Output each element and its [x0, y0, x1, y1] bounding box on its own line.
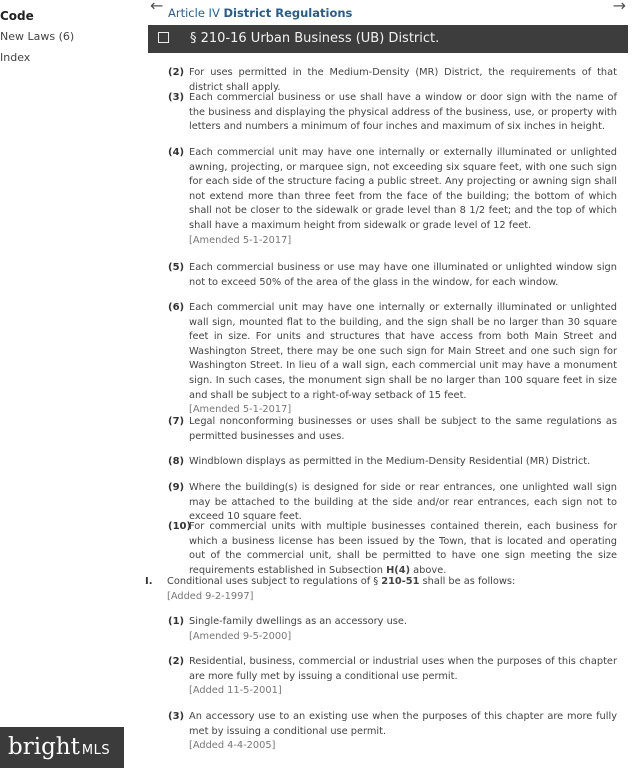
- item-text: Single-family dwellings as an accessory use.: [189, 616, 408, 627]
- list-item: [189, 146, 617, 248]
- breadcrumb-path[interactable]: [277, 0, 496, 1]
- breadcrumb-bar: [148, 0, 630, 24]
- list-item: [189, 261, 617, 290]
- list-item: [189, 91, 617, 135]
- arrow-left-icon[interactable]: ←: [150, 0, 164, 15]
- list-item: [189, 301, 617, 418]
- arrow-right-icon[interactable]: →: [612, 0, 626, 15]
- section-link[interactable]: 210-51: [381, 576, 420, 587]
- item-number: (8): [168, 456, 185, 467]
- subsection-text: Conditional uses subject to regulations of §: [167, 576, 382, 587]
- section-checkbox[interactable]: [158, 32, 169, 43]
- item-text: For commercial units with multiple businesses contained therein, each business for which a business license has been issued by the Town, that is located and operating out of the commercial unit, shall be permitted to have one sign meeting the size requirements established in Subsection: [189, 521, 617, 576]
- list-item: [189, 415, 617, 444]
- item-text: For uses permitted in the Medium-Density (MR) District, the requirements of that district shall apply.: [189, 67, 617, 93]
- item-number: (3): [168, 92, 185, 103]
- list-item: [189, 710, 617, 754]
- watermark-suffix: MLS: [81, 743, 111, 758]
- item-number: (10): [168, 521, 192, 532]
- item-number: (5): [168, 262, 185, 273]
- item-text: Each commercial unit may have one internally or externally illuminated or unlighted awning, projecting, or marquee sign, not exceeding six square feet, with one such sign for each side of the structure facing a public street. Any projecting or awning sign shall not extend more than three feet from the face of the building; the bottom of which shall not be closer to the sidewalk or grade level than 8 1/2 feet; and the top of which shall have a maximum height from sidewalk or grade level of 12 feet.: [189, 147, 617, 231]
- item-number: (3): [168, 711, 185, 722]
- bright-mls-watermark: [0, 727, 124, 768]
- amendment-note[interactable]: [Added 11-5-2001]: [189, 685, 282, 697]
- subsection-text-tail: shall be as follows:: [419, 576, 516, 587]
- amendment-note[interactable]: [Amended 5-1-2017]: [189, 404, 292, 416]
- sidebar-title[interactable]: Code: [0, 9, 34, 23]
- item-text: Where the building(s) is designed for side or rear entrances, one unlighted wall sign may be attached to the building at the side and/or rear entrances, each sign not to exceed 10 square feet.: [189, 482, 617, 523]
- item-text: Each commercial business or use shall have a window or door sign with the name of the business and displaying the physical address of the business, use, or property with letters and numbers a minimum of four inches and maximum of six inches in height.: [189, 92, 617, 133]
- sidebar-item-index[interactable]: Index: [0, 51, 31, 64]
- item-text: Each commercial business or use may have one illuminated or unlighted window sign not to exceed 50% of the area of the glass in the window, for each window.: [189, 262, 617, 288]
- section-letter: I.: [145, 576, 153, 587]
- item-text: An accessory use to an existing use when the purposes of this chapter are more fully met by issuing a conditional use permit.: [189, 711, 617, 737]
- amendment-note[interactable]: [Amended 9-5-2000]: [189, 630, 292, 642]
- amendment-note[interactable]: [Added 4-4-2005]: [189, 740, 276, 752]
- item-number: (2): [168, 656, 185, 667]
- article-prefix: Article IV: [168, 6, 220, 20]
- item-number: (7): [168, 416, 185, 427]
- amendment-note[interactable]: [Amended 5-1-2017]: [189, 234, 292, 246]
- breadcrumb-town[interactable]: [168, 0, 277, 1]
- list-item: [189, 455, 617, 470]
- sidebar: [0, 0, 148, 768]
- item-text-tail: above.: [410, 564, 447, 576]
- item-text: Legal nonconforming businesses or uses shall be subject to the same regulations as permitted businesses and uses.: [189, 416, 617, 442]
- list-item: [189, 520, 617, 578]
- item-number: (6): [168, 302, 185, 313]
- item-text: Residential, business, commercial or industrial uses when the purposes of this chapter are more fully met by issuing a conditional use permit.: [189, 656, 617, 682]
- amendment-note[interactable]: [Added 9-2-1997]: [167, 590, 254, 602]
- item-text: Windblown displays as permitted in the Medium-Density Residential (MR) District.: [189, 456, 591, 467]
- subsection-i: [167, 575, 617, 604]
- item-number: (2): [168, 67, 185, 78]
- list-item: [189, 655, 617, 699]
- breadcrumb-article[interactable]: [168, 6, 352, 20]
- subsection-link[interactable]: H(4): [386, 564, 411, 576]
- item-number: (9): [168, 482, 185, 493]
- section-title: § 210-16 Urban Business (UB) District.: [190, 31, 440, 46]
- watermark-text: bright: [8, 734, 80, 760]
- item-number: (4): [168, 147, 185, 158]
- item-number: (1): [168, 616, 185, 627]
- section-header: [148, 25, 628, 53]
- list-item: [189, 615, 617, 644]
- list-item: [189, 481, 617, 525]
- breadcrumb: [168, 0, 496, 1]
- article-name: District Regulations: [223, 6, 353, 20]
- sidebar-item-new-laws[interactable]: New Laws (6): [0, 30, 75, 43]
- item-text: Each commercial unit may have one internally or externally illuminated or unlighted wall sign, mounted flat to the building, and the sign shall be no larger than 30 square feet in size. For units and structures that have access from both Main Street and Washington Street, there may be one such sign for Main Street and one such sign for Washington Street. In lieu of a wall sign, each commercial unit may have a monument sign. In such cases, the monument sign shall be no larger than 100 square feet in size and shall be subject to a right-of-way setback of 15 feet.: [189, 302, 617, 401]
